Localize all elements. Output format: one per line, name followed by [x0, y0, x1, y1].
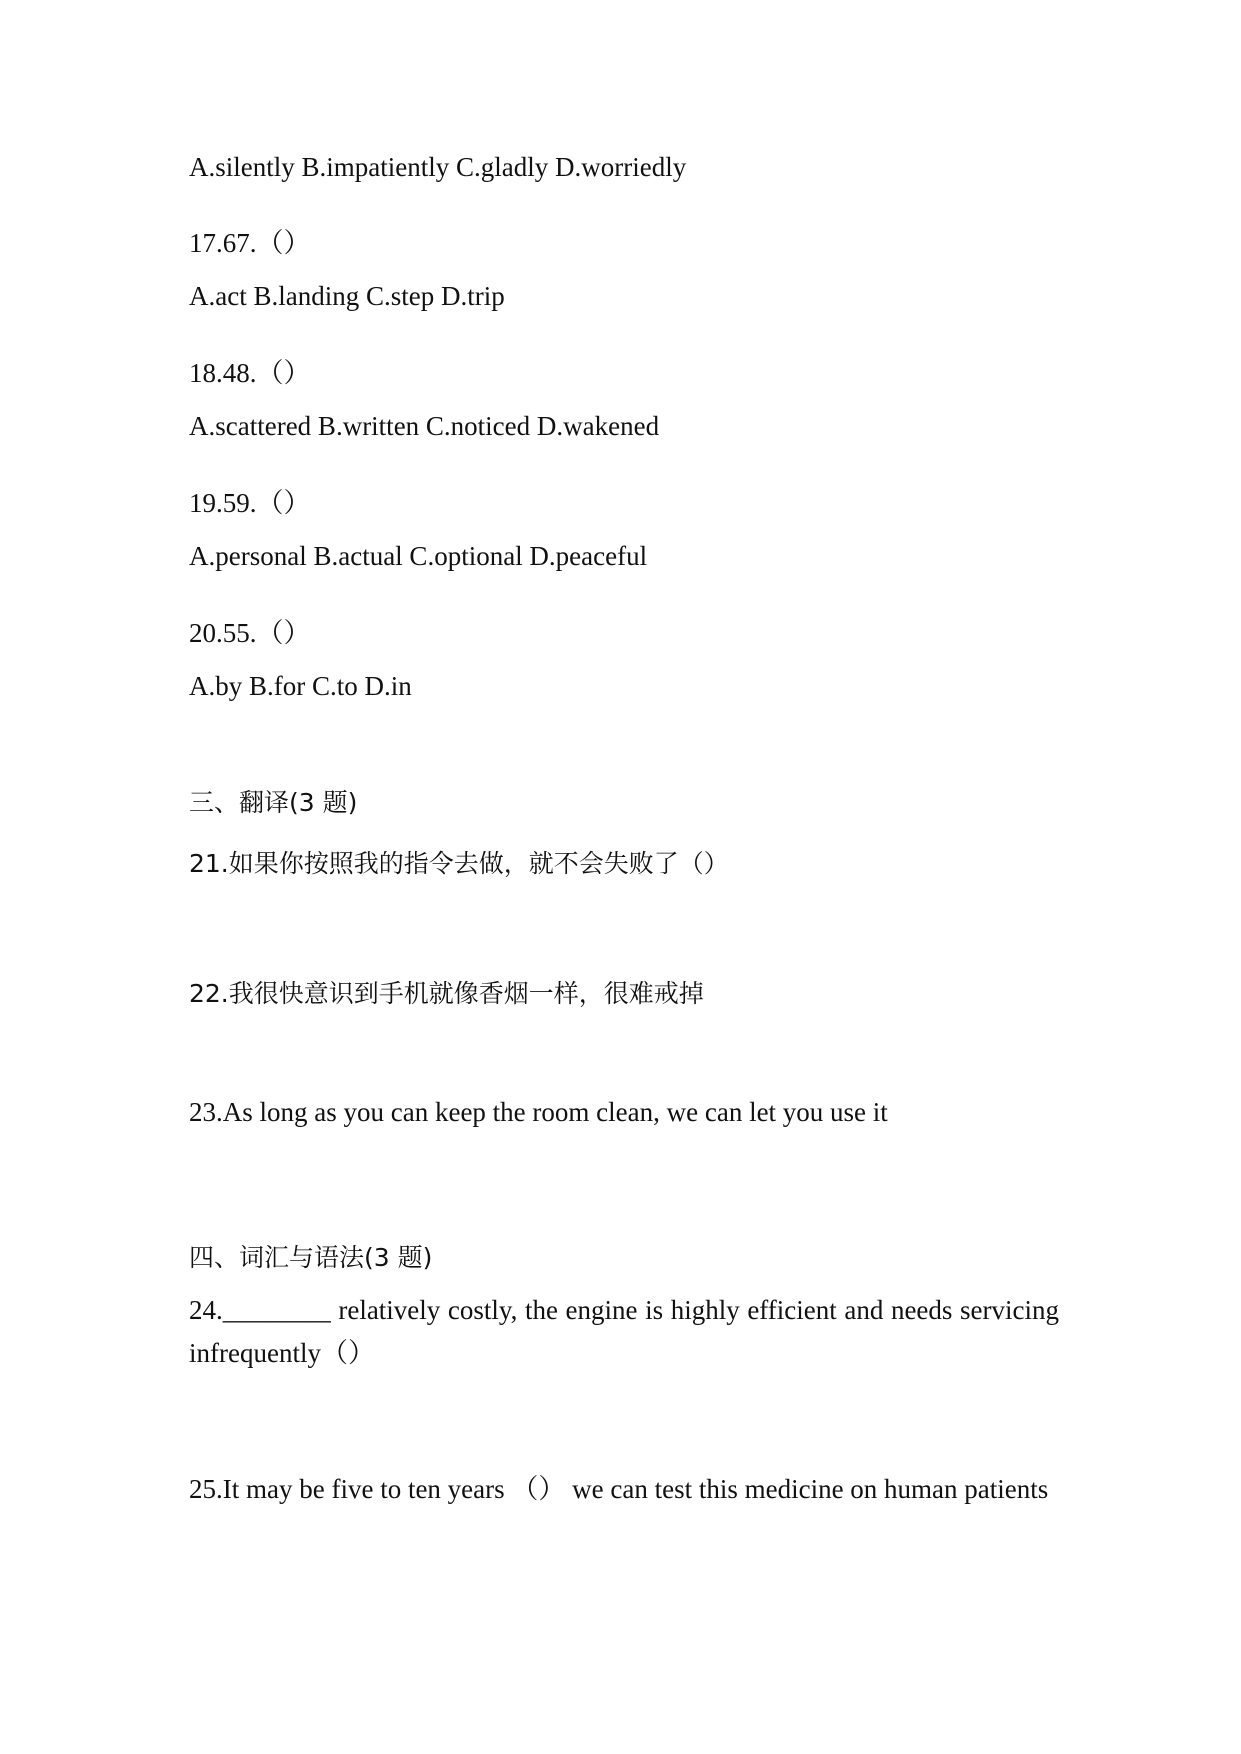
q20-options: A.by B.for C.to D.in — [189, 671, 412, 701]
q22-text: 22.我很快意识到手机就像香烟一样，很难戒掉 — [189, 979, 704, 1008]
q21-text: 21.如果你按照我的指令去做，就不会失败了（） — [189, 849, 729, 878]
q16-options: A.silently B.impatiently C.gladly D.worriedly — [189, 152, 687, 182]
q19-options: A.personal B.actual C.optional D.peaceful — [189, 541, 648, 571]
q25-text: 25.It may be five to ten years （） we can test this medicine on human patients — [189, 1474, 1049, 1504]
q17-stem: 17.67.（） — [189, 228, 311, 258]
q19-stem: 19.59.（） — [189, 488, 311, 518]
q23-text: 23.As long as you can keep the room clean, we can let you use it — [189, 1097, 888, 1127]
q18-stem: 18.48.（） — [189, 358, 311, 388]
section3-heading: 三、翻译(3 题) — [189, 788, 358, 817]
q24-text: 24.________ relatively costly, the engine is highly efficient and needs servicing infrequently（） — [189, 1295, 1059, 1368]
q20-stem: 20.55.（） — [189, 618, 311, 648]
q18-options: A.scattered B.written C.noticed D.wakened — [189, 411, 660, 441]
section4-heading: 四、词汇与语法(3 题) — [189, 1243, 433, 1272]
q17-options: A.act B.landing C.step D.trip — [189, 281, 505, 311]
